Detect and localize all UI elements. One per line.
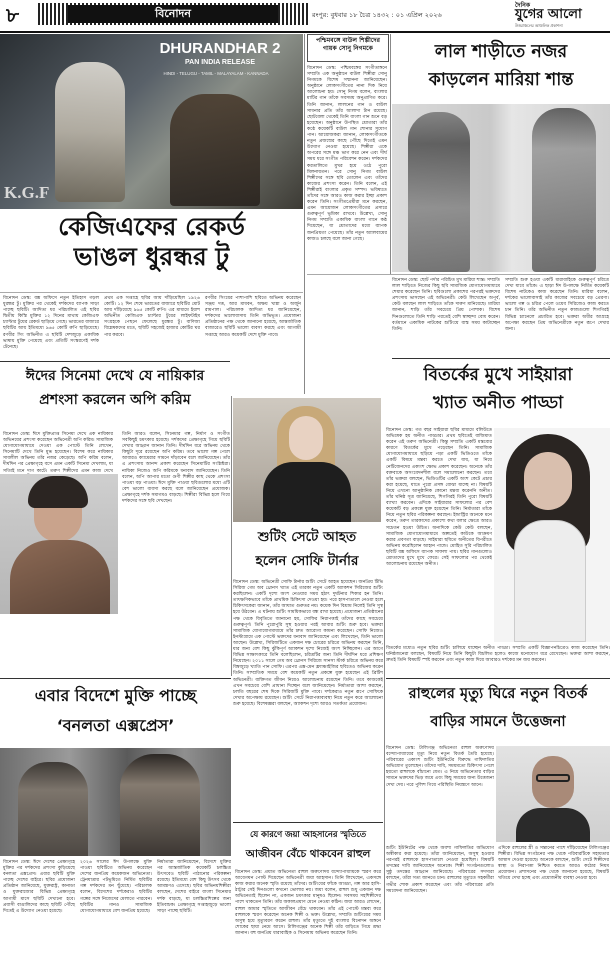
bonolata-figure-1 [18, 762, 88, 856]
sophie-body: বিনোদন ডেস্ক: অভিনেত্রী সোফি টার্নার শুটিং সেটে আহত হয়েছেন। জনপ্রিয় টিভি সিরিজ গেম অব থ্রোনস খ্যাত এই তারকা নতুন একটি অ্যাকশন সিরিজের শুটিং করছিলেন। একটি দৃশ্যে অংশ নেওয়ার সময় হঠাৎ দুর্ঘটনার শিকার হন তিনি। তাৎক্ষণিকভাবে তাঁকে প্রাথমিক চিকিৎসা দেওয়া হয়। পরে হাসপাতালে নেওয়া হলে চিকিৎসকেরা জানান, তাঁর আঘাত গুরুতর নয়। কয়েক দিন বিশ্রাম নিলেই তিনি সুস্থ হয়ে উঠবেন। এ ঘটনায় শুটিং সাময়িকভাবে বন্ধ রাখা হয়েছে। প্রযোজনা প্রতিষ্ঠানের পক্ষ থেকে বিবৃতিতে জানানো হয়, সোফির নিরাপত্তাই তাঁদের কাছে সবচেয়ে গুরুত্বপূর্ণ। তিনি পুরোপুরি সুস্থ হওয়ার পরই আবার শুটিং শুরু হবে। ভক্তরা সামাজিক যোগাযোগমাধ্যমে তাঁর দ্রুত আরোগ্য কামনা করেছেন। সোফি নিজেও ইনস্টাগ্রামে এক পোস্টে ভক্তদের ধন্যবাদ জানিয়েছেন এবং লিখেছেন, তিনি ভালো আছেন। উল্লেখ্য, সিরিজটিতে একজন দক্ষ চোরের চরিত্রে অভিনয় করছেন তিনি, যার জন্য বেশ কিছু ঝুঁকিপূর্ণ অ্যাকশন দৃশ্যে নিজেই অংশ নিচ্ছিলেন। এর আগে বিভিন্ন সাক্ষাৎকারে তিনি বলেছিলেন, চরিত্রটির জন্য তিনি দীর্ঘদিন ধরে প্রশিক্ষণ নিয়েছেন। ২০১১ সালে গেম অব থ্রোনস সিরিজে সানসা স্টার্ক চরিত্রে অভিনয় করে বিশ্বজুড়ে খ্যাতি পান সোফি। এরপর এক্স-মেন ফ্র্যাঞ্চাইজির ছবিতেও অভিনয় করেন তিনি। সাম্প্রতিক সময়ে বেশ কয়েকটি নতুন প্রকল্পে যুক্ত হয়েছেন এই ব্রিটিশ অভিনেত্রী। ব্যক্তিগত জীবন নিয়েও আলোচনায় রয়েছেন তিনি। তবে কাজকেই এখন সবচেয়ে বেশি প্রাধান্য দিচ্ছেন বলে জানিয়েছেন। নির্মাতারা আশা করছেন, চলতি বছরের শেষ দিকে সিরিজটি মুক্তি পাবে। দর্শকেরাও নতুন রূপে সোফিকে দেখার অপেক্ষায় রয়েছেন। শুটিং সেটে নিরাপত্তাব্যবস্থা নিয়ে নতুন করে আলোচনা শুরু হয়েছে। বিশেষজ্ঞরা বলছেন, অ্যাকশন দৃশ্যে আরও সতর্কতা প্রয়োজন। [233, 580, 383, 707]
rahul-headline [233, 824, 383, 868]
rahul-death-body-2: শুটিং ইউনিটের পক্ষ থেকে অবশ্য গাফিলতির অভিযোগ অস্বীকার করা হয়েছে। তাঁরা জানিয়েছেন, অসুস্থ হওয়ার পরপরই রাহুলকে হাসপাতালে নেওয়া হয়েছিল। বিষয়টি তদন্তের দাবি জানিয়েছেন অনেকে। শিল্পী সংগঠনগুলোও সুষ্ঠু তদন্তের আহ্বান জানিয়েছে। পরিবারের সদস্যরা বলছেন, তাঁরা সত্য জানতে চান। রাহুলের মৃত্যুতে সহকর্মীরা গভীর শোক প্রকাশ করেছেন এবং তাঁর পরিবারের প্রতি সমবেদনা জানিয়েছেন। [386, 846, 494, 894]
rahul-glasses [536, 774, 570, 782]
rahul-face [532, 756, 574, 808]
paper-logo [513, 1, 608, 29]
masthead [0, 0, 610, 30]
opi-rule-top [0, 361, 230, 362]
poster-kgf-logo: K.G.F [4, 183, 50, 202]
rahul-headline-line1: যে কারণে জয়া আহসানের স্মৃতিতে [250, 829, 366, 839]
rahul-headline-line2: আজীবন বেঁচে থাকবেন রাহুল [245, 848, 371, 860]
column-divider-singer [390, 34, 391, 274]
sophie-headline-line1: শুটিং সেটে আহত [257, 529, 357, 545]
poster-subtitle: PAN INDIA RELEASE [184, 59, 255, 66]
saiyara-headline-line1: বিতর্কের মুখে সাইয়ারা [423, 365, 573, 385]
mariya-headline-line1: লাল শাড়ীতে নজর [434, 42, 568, 62]
kgf-body-col3: রণবীর সিংয়ের পাশাপাশি ছবিতে অভিনয় করেছেন সঞ্জয় দত্ত, আর মাধবন, অক্ষয় খান্না ও অর্জুন রামপাল। পরিচালক আদিত্য ধর জানিয়েছেন, দর্শকদের ভালোবাসায় তিনি অভিভূত। প্রযোজনা প্রতিষ্ঠানের পক্ষ থেকে জানানো হয়েছে, আন্তর্জাতিক বাজারেও ছবিটি ভালো ব্যবসা করছে এবং আগামী সপ্তাহে আরও কয়েকটি দেশে মুক্তি পাবে। [205, 296, 301, 338]
opi-photo [0, 474, 118, 614]
bonolata-body: বিনোদন ডেস্ক: ঈদে দেশের প্রেক্ষাগৃহে মুক্তির পর দর্শকদের প্রশংসা কুড়িয়েছে বনলতা এক্সপ্রেস। এবার ছবিটি মুক্তি পাচ্ছে দেশের বাইরে। ছবির প্রযোজনা প্রতিষ্ঠান জানিয়েছে, যুক্তরাষ্ট্র, কানাডা ও যুক্তরাজ্যের বিভিন্ন প্রেক্ষাগৃহে আগামী মাসে ছবিটি দেখানো হবে। প্রবাসী বাঙালিদের কাছে ছবিটি পৌঁছে দিতেই এ উদ্যোগ নেওয়া হয়েছে। [3, 860, 75, 914]
poster-languages: HINDI - TELUGU - TAMIL - MALAYALAM - KANNADA [163, 71, 269, 76]
paper-tagline: উত্তরাঞ্চলের আঞ্চলিক প্রকাশনা [515, 23, 563, 28]
column-divider-right [384, 600, 385, 920]
bonolata-figure-2 [120, 754, 200, 856]
saiyara-headline-line2: খ্যাত অনীত পাড্ডা [433, 393, 563, 413]
bonolata-photo [0, 748, 231, 856]
kgf-rule [0, 292, 303, 293]
rahul-body: বিনোদন ডেস্ক: প্রয়াত অভিনেতা রাহুল অরুণোদয় বন্দ্যোপাধ্যায়কে স্মরণ করে আবেগঘন পোস্ট দিয়েছেন অভিনেত্রী জয়া আহসান। তিনি লিখেছেন, একসঙ্গে কাজ করার অনেক স্মৃতি রয়েছে তাঁদের। শুটিংয়ের ফাঁকে আড্ডা, গল্প আর হাসি-ঠাট্টার সেই দিনগুলো কখনো ভোলার নয়। জয়া বলেন, রাহুল শুধু একজন দক্ষ অভিনেতাই ছিলেন না, একজন চমৎকার মানুষও ছিলেন। সবসময় সহশিল্পীদের পাশে থাকতেন তিনি। তাঁর অকালপ্রয়াণ মেনে নেওয়া কঠিন। জয়া আরও লেখেন, রাহুল আমার স্মৃতিতে আজীবন বেঁচে থাকবেন। তাঁর এই পোস্টে মন্তব্য করে রাহুলকে স্মরণ করেছেন অনেক শিল্পী ও ভক্ত। উল্লেখ্য, সম্প্রতি শুটিংয়ের সময় অসুস্থ হয়ে মৃত্যুবরণ করেন রাহুল। তাঁর মৃত্যুতে দুই বাংলার বিনোদন অঙ্গনে শোকের ছায়া নেমে আসে। টালিগঞ্জের অনেক শিল্পী তাঁর বাড়িতে গিয়ে শ্রদ্ধা জানান। বহু জনপ্রিয় ধারাবাহিক ও সিনেমায় অভিনয় করেছেন তিনি। [235, 870, 381, 936]
saiyara-body-2: বিতর্কের মধ্যেও নতুন ছবির শুটিং চালিয়ে যাচ্ছেন অনীত পাড্ডা। সম্প্রতি একটি বিজ্ঞাপনচিত্রেও কাজ করেছেন তিনি। ঘনিষ্ঠজনেরা বলছেন, বিষয়টি নিয়ে তিনি কিছুটা বিচলিত হলেও কাজে মনোযোগ ধরে রেখেছেন। ভক্তরা আশা করছেন, দ্রুতই তিনি বিষয়টি স্পষ্ট করবেন এবং নতুন কাজ দিয়ে আবারও দর্শকের মন জয় করবেন। [386, 646, 610, 664]
saiyara-body: বিনোদন ডেস্ক: গত বছর সাইয়ারা ছবির মাধ্যমে বলিউডে অভিষেক হয় অনীত পাড্ডার। প্রথম ছবিতেই বাজিমাত করেন এই তরুণ অভিনেত্রী। কিন্তু সম্প্রতি একটি মন্তব্যের কারণে বিতর্কের মুখে পড়েছেন তিনি। সামাজিক যোগাযোগমাধ্যমে ছড়িয়ে পড়া একটি ভিডিওতে তাঁকে একটি বিষয়ে মন্তব্য করতে দেখা যায়, যা নিয়ে নেটিজেনদের একাংশ ক্ষোভ প্রকাশ করেছেন। অনেকে তাঁর বক্তব্যকে অসংবেদনশীল বলে সমালোচনা করছেন। তবে তাঁর ভক্তরা বলছেন, ভিডিওটির একটি অংশ কেটে প্রচার করা হয়েছে, যাতে পুরো প্রসঙ্গ বোঝা যাচ্ছে না। বিষয়টি নিয়ে এখনো আনুষ্ঠানিক কোনো মন্তব্য করেননি অনীত। তাঁর ঘনিষ্ঠ সূত্র জানিয়েছে, শিগগিরই তিনি পুরো বিষয়টি ব্যাখ্যা করবেন। এদিকে সাইয়ারার সাফল্যের পর বেশ কয়েকটি বড় প্রকল্পে যুক্ত হয়েছেন তিনি। নির্মাতারা তাঁকে নিয়ে নতুন ছবির পরিকল্পনা করছেন। ইন্ডাস্ট্রির অনেকে মনে করেন, তরুণ তারকাদের প্রকাশ্যে কথা বলার ক্ষেত্রে আরও সচেতন হওয়া উচিত। অন্যদিকে কেউ কেউ বলছেন, সামাজিক যোগাযোগমাধ্যমে অল্পতেই কাউকে আক্রমণ করার প্রবণতা বাড়ছে। সাইয়ারা ছবিতে অনীতের বিপরীতে অভিনয় করেছিলেন আহান পান্ডে। মোহিত সুরি পরিচালিত ছবিটি বক্স অফিসে ব্যাপক সাফল্য পায়। ছবির গানগুলোও শ্রোতাদের মুখে মুখে ফেরে। সেই সাফল্যের পর থেকেই আলোচনায় রয়েছেন অনীত। [386, 428, 492, 568]
rahul-shirt [516, 808, 590, 842]
bonolata-headline-line1: এবার বিদেশে মুক্তি পাচ্ছে [34, 686, 197, 705]
kgf-body-col1: বিনোদন ডেস্ক: বক্স অফিসে নতুন ইতিহাস গড়ল ধুরন্ধর টু। মুক্তির পর থেকেই দর্শকদের ব্যাপক সাড়া পাচ্ছে ছবিটি। আদিত্য ধর পরিচালিত এই ছবির দ্বিতীয় কিস্তি মুক্তির ১২ দিনের মাথায় কেজিএফ চ্যাপ্টার টুয়ের রেকর্ড ছাড়িয়ে গেছে। ভারতের বাজারে ছবিটির আয় ইতিমধ্যে ৯৬৫ কোটি রুপি ছাড়িয়েছে। রণবীর সিং অভিনীত এ ছবিটি দেশজুড়ে একাধিক ভাষায় মুক্তি পেয়েছে এবং প্রতিটি সংস্করণেই দর্শক টেনেছে। [3, 296, 99, 350]
section-title: বিনোদন [155, 7, 191, 20]
opi-headline [0, 364, 230, 428]
singer-headline-box [307, 34, 389, 62]
sophie-face [289, 416, 323, 460]
column-divider-opi [231, 396, 232, 676]
rahul-rule-top [233, 822, 383, 823]
rahul-death-headline-line2: বাড়ির সামনে উত্তেজনা [430, 713, 566, 730]
sophie-coat [263, 462, 351, 522]
singer-body: বিনোদন ডেস্ক: পশ্চিমবঙ্গের সংগীতাঙ্গনে সম্প্রতি এক অনুষ্ঠানে বাউল শিল্পীরা সোনু নিগমকে বিশেষ সম্মাননা জানিয়েছেন। অনুষ্ঠানে লোকসংগীতের নানা দিক নিয়ে আলোচনা হয়। সোনু নিগম বলেন, বাংলার মাটির গান তাঁকে সবসময় অনুপ্রাণিত করে। তিনি জানান, লালনের গান ও বাউল সাধনার প্রতি তাঁর আলাদা টান রয়েছে। ছোটবেলা থেকেই তিনি বাংলা গান শুনে বড় হয়েছেন। অনুষ্ঠানে উপস্থিত শ্রোতারা তাঁর কণ্ঠে কয়েকটি বাউল গান শোনার সুযোগ পান। আয়োজকরা জানান, লোকসংগীতকে নতুন প্রজন্মের কাছে পৌঁছে দিতেই এমন উদ্যোগ নেওয়া হয়েছে। শিল্পীরা একে অপরের সঙ্গে মঞ্চ ভাগ করে নেন এবং দীর্ঘ সময় ধরে সংগীত পরিবেশন করেন। দর্শকদের করতালিতে মুখর হয়ে ওঠে পুরো মিলনায়তন। পরে সোনু নিগম বাউল শিল্পীদের সঙ্গে ছবি তোলেন এবং তাঁদের কাজের প্রশংসা করেন। তিনি বলেন, এই শিল্পীরাই বাংলার প্রকৃত সম্পদ। ভবিষ্যতে তাঁদের সঙ্গে আরও কাজ করার ইচ্ছা প্রকাশ করেন তিনি। সংগীতপ্রেমীরা মনে করছেন, এমন আয়োজন লোকসংগীতের প্রসারে গুরুত্বপূর্ণ ভূমিকা রাখবে। উল্লেখ্য, সোনু নিগম সম্প্রতি একাধিক বাংলা গানে কণ্ঠ দিয়েছেন, যা শ্রোতাদের মধ্যে ব্যাপক জনপ্রিয়তা পেয়েছে। তাঁর নতুন অ্যালবামের কাজও চলছে বলে জানা গেছে। [307, 66, 387, 242]
dateline: রংপুর: বুধবার ১৮ চৈত্র ১৪৩২ : ০১ এপ্রিল ২০২৬ [312, 11, 442, 19]
kgf-headline [0, 212, 303, 274]
bonolata-body-2: ২০২৬ সালের ঈদ উপলক্ষে মুক্তি পাওয়া ছবিটিতে অভিনয় করেছেন দেশের জনপ্রিয় কয়েকজন অভিনেতা। ট্রেনযাত্রার পটভূমিতে নির্মিত ছবিটির গল্প দর্শকদের মন ছুঁয়েছে। পরিচালক বলেন, বিদেশের দর্শকেরাও ছবিটির গল্পের সঙ্গে নিজেদের মেলাতে পারবেন। ছবিটির গানও সামাজিক যোগাযোগমাধ্যমে বেশ জনপ্রিয় হয়েছে। [80, 860, 152, 914]
opi-headline-line1: ঈদের সিনেমা দেখে যে নায়িকার [25, 368, 205, 384]
section-label [68, 5, 278, 23]
opi-body: বিনোদন ডেস্ক: ঈদে মুক্তিপ্রাপ্ত সিনেমা দেখে এক নায়িকার অভিনয়ের প্রশংসা করেছেন অভিনেত্রী অপি করিম। সামাজিক যোগাযোগমাধ্যমে দেওয়া এক পোস্টে তিনি লেখেন, সিনেমাটি দেখে তিনি মুগ্ধ হয়েছেন। বিশেষ করে নায়িকার সাবলীল অভিনয় তাঁর নজর কেড়েছে। অপি করিম বলেন, দীর্ঘদিন পর প্রেক্ষাগৃহে বসে এমন একটি সিনেমা দেখলাম, যা সত্যিই মনে দাগ কাটে। তরুণ শিল্পীদের এমন কাজ দেখে [3, 432, 113, 474]
saiyara-headline [386, 361, 610, 423]
section-banner [38, 3, 308, 25]
kgf-headline-line2: ভাঙল ধুরন্ধর টু [73, 242, 230, 271]
poster-figure-left [55, 62, 125, 202]
mariya-rule [307, 274, 610, 275]
bonolata-rule-top [0, 678, 231, 679]
opi-headline-line2: প্রশংসা করলেন অপি করিম [39, 392, 191, 408]
mariya-headline-line2: কাড়লেন মারিয়া শান্ত [428, 70, 574, 90]
rahul-death-headline-line1: রাহুলের মৃত্যু ঘিরে নতুন বিতর্ক [408, 685, 588, 702]
sophie-headline-line2: হলেন সোফি টার্নার [255, 553, 359, 569]
rahul-death-body: বিনোদন ডেস্ক: টালিগঞ্জ অভিনেতা রাহুল অরুণোদয় বন্দ্যোপাধ্যায়ের মৃত্যু নিয়ে নতুন বিতর্ক তৈরি হয়েছে। পরিবারের একাংশ শুটিং ইউনিটের বিরুদ্ধে গাফিলতির অভিযোগ তুলেছেন। তাঁদের দাবি, সময়মতো চিকিৎসা পেলে হয়তো রাহুলকে বাঁচানো যেত। এ নিয়ে অভিনেতার বাড়ির সামনে ভক্তদের ভিড় জমে এবং কিছু সময়ের জন্য উত্তেজনা দেখা দেয়। পরে পুলিশ গিয়ে পরিস্থিতি নিয়ন্ত্রণে আনে। [386, 746, 494, 788]
kgf-headline-line1: কেজিএফের রেকর্ড [58, 212, 245, 241]
bonolata-headline-line2: ‘বনলতা এক্সপ্রেস’ [56, 716, 175, 735]
poster-title: DHURANDHAR 2 [159, 40, 281, 57]
rahul-photo [496, 746, 610, 842]
page-number: ৮ [6, 3, 19, 27]
bonolata-headline [0, 681, 231, 745]
rahul-death-headline [386, 680, 610, 742]
sophie-photo [233, 398, 381, 522]
rahul-death-rule-top [386, 678, 610, 679]
singer-headline: পশ্চিমবঙ্গে বাউল শিল্পীদের গায়ক সোনু নিগমকে [315, 37, 381, 53]
saiyara-rule-top [392, 358, 610, 359]
mariya-figure-2 [532, 108, 596, 272]
paper-name: যুগের আলো [515, 7, 582, 22]
masthead-rule [0, 31, 610, 33]
paper-small-label: দৈনিক [515, 2, 531, 9]
kgf-body-col2: প্রথম এক সপ্তাহে ছবির আয় দাঁড়িয়েছিল ১৯২৬ কোটি। ১২ দিন শেষে ভারতের বাজারে ছবিটির মোট আয় দাঁড়িয়েছে ৯৬৫ কোটি রুপি। এর মাধ্যমে ইয়াশ অভিনীত কেজিএফ চ্যাপ্টার টুয়ের লাইফটাইম সংগ্রহকে পেছনে ফেলেছে ধুরন্ধর টু। বাণিজ্য বিশ্লেষকদের মতে, ছবিটি সহজেই হাজার কোটির ঘর পার করবে। [104, 296, 200, 338]
aneet-face [524, 452, 572, 510]
column-divider-left [304, 34, 305, 394]
opi-body-2: তিনি আরও বলেন, সিনেমার গল্প, নির্মাণ ও সংগীত সবকিছুই চমৎকার হয়েছে। দর্শকদের প্রেক্ষাগৃহে গিয়ে ছবিটি দেখার আহ্বান জানান তিনি। দীর্ঘদিন ধরে অভিনয় থেকে কিছুটা দূরে রয়েছেন অপি করিম। তবে ভালো গল্প পেলে আবারও ক্যামেরার সামনে দাঁড়াবেন বলে জানিয়েছেন। তাঁর এ প্রশংসায় আনন্দ প্রকাশ করেছেন সিনেমাটির সংশ্লিষ্টরা। নায়িকা নিজেও অপি করিমকে ধন্যবাদ জানিয়েছেন। তিনি বলেন, অপি আপার মতো গুণী শিল্পীর কাছ থেকে প্রশংসা পাওয়া বড় পাওয়া। ঈদে মুক্তি পাওয়া ছবিগুলোর মধ্যে এটি বেশ ভালো ব্যবসা করছে বলে জানিয়েছেন প্রযোজক। প্রেক্ষাগৃহে দর্শক সমাগমও বাড়ছে। শিল্পীরা বিভিন্ন হলে গিয়ে দর্শকদের সঙ্গে ছবি দেখছেন। [122, 432, 230, 505]
poster-figure-right [170, 94, 260, 206]
rahul-death-body-3: এদিকে রাহুলের স্ত্রী ও সন্তানের পাশে দাঁড়িয়েছেন টালিগঞ্জের শিল্পীরা। বিভিন্ন সংগঠনের পক্ষ থেকে পরিবারটিকে সহায়তার আশ্বাস দেওয়া হয়েছে। অনেকে বলছেন, শুটিং সেটে শিল্পীদের স্বাস্থ্য ও নিরাপত্তা নিশ্চিত করতে আরও কঠোর নিয়ম প্রয়োজন। প্রশাসনের পক্ষ থেকে জানানো হয়েছে, বিষয়টি খতিয়ে দেখা হচ্ছে এবং প্রয়োজনীয় ব্যবস্থা নেওয়া হবে। [498, 846, 609, 882]
mariya-body-2: সম্প্রতি শুরু হওয়া একটি ধারাবাহিকে গুরুত্বপূর্ণ চরিত্রে দেখা যাবে তাঁকে। এ ছাড়া ঈদ উপলক্ষে নির্মিত কয়েকটি বিশেষ নাটকেও কাজ করেছেন তিনি। মারিয়া বলেন, দর্শকের ভালোবাসাই তাঁর কাজের সবচেয়ে বড় প্রেরণা। ভালো গল্প ও চরিত্র পেলে ওয়েব সিরিজেও কাজ করতে চান তিনি। তাঁর অভিনীত নতুন কাজগুলো শিগগিরই বিভিন্ন চ্যানেলে প্রচারিত হবে। ভক্তরা অধীর আগ্রহে অপেক্ষা করছেন প্রিয় অভিনেত্রীকে নতুন রূপে দেখার জন্য। [505, 278, 609, 332]
mariya-body: বিনোদন ডেস্ক: ছোট পর্দার পরিচিত মুখ মারিয়া শান্ত। সম্প্রতি লাল শাড়িতে নিজের কিছু ছবি সামাজিক যোগাযোগমাধ্যমে শেয়ার করেছেন তিনি। ছবিগুলো প্রকাশের পরপরই ভক্তদের প্রশংসায় ভাসছেন এই অভিনেত্রী। কেউ লিখেছেন অপূর্ব, কেউ বলছেন লাল শাড়িতে তাঁকে দারুণ মানিয়েছে। মারিয়া জানান, শাড়ি তাঁর সবচেয়ে প্রিয় পোশাক। বিশেষ দিনগুলোতে তিনি শাড়ি পরতেই বেশি স্বাচ্ছন্দ্য বোধ করেন। বর্তমানে একাধিক নাটকের শুটিংয়ে ব্যস্ত সময় কাটাচ্ছেন তিনি। [392, 278, 500, 332]
bonolata-body-3: নির্মাতারা জানিয়েছেন, বিদেশে মুক্তির পর আন্তর্জাতিক কয়েকটি চলচ্চিত্র উৎসবেও ছবিটি পাঠানোর পরিকল্পনা রয়েছে। ইতিমধ্যে বেশ কিছু উৎসব থেকে আমন্ত্রণও এসেছে। ছবির অভিনয়শিল্পীরা বলছেন, দেশের বাইরে বাংলা সিনেমার দর্শক বাড়ছে, যা চলচ্চিত্রশিল্পের জন্য ইতিবাচক। প্রেক্ষাগৃহে সপ্তাহজুড়ে ভালো সাড়া পাচ্ছে ছবিটি। [157, 860, 231, 914]
opi-hair [28, 476, 88, 508]
aneet-dress [514, 520, 586, 642]
mariya-figure-1 [408, 112, 470, 272]
opi-saree [10, 540, 110, 614]
sophie-headline [233, 525, 381, 577]
dhurandhar-poster [0, 34, 303, 209]
mariya-headline [392, 38, 610, 102]
aneet-photo [494, 428, 610, 642]
mariya-photo [392, 104, 610, 272]
